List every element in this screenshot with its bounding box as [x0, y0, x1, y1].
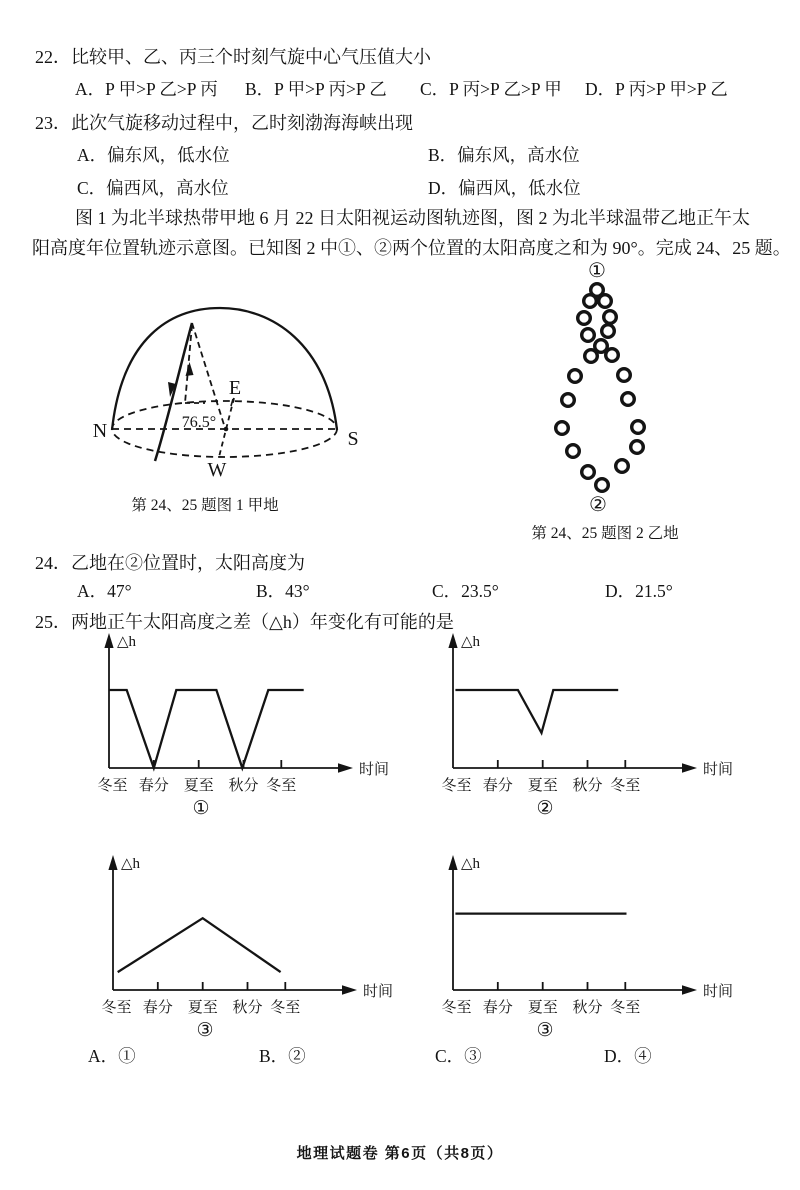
- x-axis-arrow: [338, 763, 353, 773]
- sun-position-ring: [606, 349, 619, 362]
- sun-position-ring: [582, 329, 595, 342]
- north-label: N: [92, 420, 108, 442]
- sun-position-ring: [604, 311, 617, 324]
- page-footer: 地理试题卷 第6页（共8页）: [296, 1145, 504, 1162]
- series-line: [109, 690, 304, 768]
- q23-option-d: D．偏西风，低水位: [428, 178, 581, 198]
- y-axis-arrow: [448, 633, 457, 648]
- sun-position-ring: [567, 445, 580, 458]
- sun-position-ring: [599, 295, 612, 308]
- q25-stem: 25．两地正午太阳高度之差（△h）年变化有可能的是: [35, 612, 454, 632]
- x-tick-label: 冬至: [441, 778, 472, 794]
- sun-position-ring: [602, 325, 615, 338]
- figure2-analemma-diagram: [540, 255, 670, 517]
- chart-number: ③: [196, 1020, 214, 1041]
- q22-option-c: C．P 丙>P 乙>P 甲: [420, 79, 562, 99]
- chart-number: ①: [192, 798, 210, 819]
- sun-position-ring: [618, 369, 631, 382]
- sun-position-ring: [582, 466, 595, 479]
- sun-position-ring: [578, 312, 591, 325]
- chart-1-svg: [79, 628, 409, 818]
- q25-option-a: A．①: [88, 1046, 136, 1066]
- x-tick-label: 冬至: [610, 1000, 641, 1016]
- sun-position-ring: [632, 421, 645, 434]
- position-1-label: ①: [588, 260, 606, 282]
- y-axis-label: △h: [461, 634, 481, 650]
- q23-option-b: B．偏东风，高水位: [428, 145, 580, 165]
- noon-sun-ray: [192, 323, 225, 428]
- x-axis-label: 时间: [359, 762, 390, 778]
- x-tick-label: 春分: [482, 778, 513, 794]
- sun-position-ring: [631, 441, 644, 454]
- q25-option-b: B．②: [259, 1046, 306, 1066]
- x-tick-label: 秋分: [228, 778, 259, 794]
- q22-option-b: B．P 甲>P 丙>P 乙: [245, 79, 387, 99]
- q24-option-d: D．21.5°: [605, 581, 673, 601]
- intro-line-1: 图 1 为北半球热带甲地 6 月 22 日太阳视运动图轨迹图，图 2 为北半球温带乙地正午太: [75, 208, 750, 228]
- sun-position-ring: [596, 479, 609, 492]
- q22-stem: 22．比较甲、乙、丙三个时刻气旋中心气压值大小: [35, 47, 431, 67]
- sun-path-arc: [155, 323, 192, 461]
- x-tick-label: 夏至: [183, 778, 214, 794]
- sun-position-ring: [622, 393, 635, 406]
- x-tick-label: 冬至: [441, 1000, 472, 1016]
- y-axis-arrow: [108, 855, 117, 870]
- q24-option-c: C．23.5°: [432, 581, 499, 601]
- q23-option-a: A．偏东风，低水位: [77, 145, 230, 165]
- figure1-hemisphere-diagram: [70, 278, 400, 510]
- x-axis-arrow: [682, 985, 697, 995]
- q22-option-a: A．P 甲>P 乙>P 丙: [75, 79, 218, 99]
- sun-position-ring: [569, 370, 582, 383]
- y-axis-label: △h: [121, 856, 141, 872]
- figure2-caption: 第 24、25 题图 2 乙地: [531, 525, 679, 542]
- x-axis-label: 时间: [363, 984, 394, 1000]
- sun-position-ring: [556, 422, 569, 435]
- x-tick-label: 春分: [482, 1000, 513, 1016]
- sun-position-ring: [584, 295, 597, 308]
- q24-option-a: A．47°: [77, 581, 132, 601]
- x-axis-label: 时间: [703, 984, 734, 1000]
- x-axis-arrow: [682, 763, 697, 773]
- chart-3-svg: [83, 850, 413, 1040]
- y-axis-label: △h: [461, 856, 481, 872]
- x-tick-label: 夏至: [187, 1000, 218, 1016]
- q22-option-d: D．P 丙>P 甲>P 乙: [585, 79, 728, 99]
- intro-line-2: 阳高度年位置轨迹示意图。已知图 2 中①、②两个位置的太阳高度之和为 90°。完成 24、25 题。: [32, 238, 791, 258]
- x-tick-label: 春分: [138, 778, 169, 794]
- x-axis-label: 时间: [703, 762, 734, 778]
- dome-arc: [112, 308, 337, 430]
- x-tick-label: 冬至: [266, 778, 297, 794]
- chart-number: ③: [536, 1020, 554, 1041]
- q24-option-b: B．43°: [256, 581, 310, 601]
- x-tick-label: 冬至: [270, 1000, 301, 1016]
- sun-position-ring: [585, 350, 598, 363]
- up-arrow: [186, 362, 194, 376]
- y-axis-label: △h: [117, 634, 137, 650]
- series-line: [118, 918, 281, 972]
- x-tick-label: 春分: [142, 1000, 173, 1016]
- south-label: S: [347, 428, 359, 450]
- q25-option-c: C．③: [435, 1046, 482, 1066]
- x-tick-label: 夏至: [527, 778, 558, 794]
- x-tick-label: 夏至: [527, 1000, 558, 1016]
- x-axis-arrow: [342, 985, 357, 995]
- x-tick-label: 冬至: [610, 778, 641, 794]
- q24-stem: 24．乙地在②位置时，太阳高度为: [35, 553, 305, 573]
- x-tick-label: 冬至: [101, 1000, 132, 1016]
- center-dot: [224, 427, 229, 432]
- series-line: [455, 690, 618, 733]
- chart-2-svg: [423, 628, 753, 818]
- position-2-label: ②: [589, 494, 607, 516]
- sun-position-ring: [616, 460, 629, 473]
- west-label: W: [207, 459, 227, 481]
- x-tick-label: 秋分: [572, 1000, 603, 1016]
- x-tick-label: 秋分: [232, 1000, 263, 1016]
- q23-option-c: C．偏西风，高水位: [77, 178, 229, 198]
- q23-stem: 23．此次气旋移动过程中，乙时刻渤海海峡出现: [35, 113, 413, 133]
- x-tick-label: 秋分: [572, 778, 603, 794]
- q25-option-d: D．④: [604, 1046, 652, 1066]
- sun-angle-label: 76.5°: [181, 414, 217, 431]
- chart-number: ②: [536, 798, 554, 819]
- sun-position-ring: [562, 394, 575, 407]
- east-label: E: [228, 377, 242, 399]
- x-tick-label: 冬至: [97, 778, 128, 794]
- y-axis-arrow: [448, 855, 457, 870]
- y-axis-arrow: [104, 633, 113, 648]
- figure1-caption: 第 24、25 题图 1 甲地: [131, 497, 279, 514]
- east-tick: [231, 399, 233, 406]
- chart-4-svg: [423, 850, 753, 1040]
